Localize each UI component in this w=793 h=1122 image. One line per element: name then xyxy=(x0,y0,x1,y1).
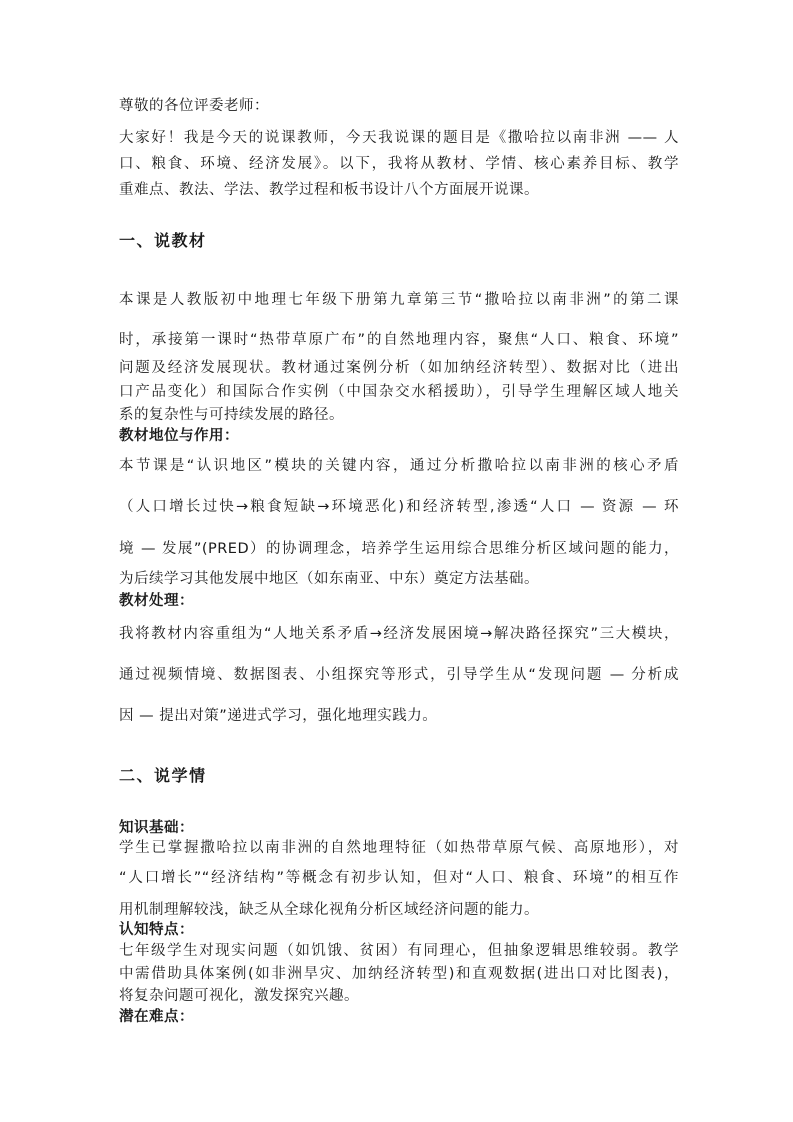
paragraph-line: 为后续学习其他发展中地区（如东南亚、中东）奠定方法基础。 xyxy=(119,571,539,587)
paragraph-line: 学生已掌握撒哈拉以南非洲的自然地理特征（如热带草原气候、高原地形），对 xyxy=(119,840,679,856)
subheading-difficulty: 潜在难点： xyxy=(119,1009,194,1025)
subheading-processing: 教材处理： xyxy=(119,593,194,609)
paragraph-line: 境 — 发展”(PRED）的协调理念，培养学生运用综合思维分析区域问题的能力， xyxy=(119,541,679,557)
paragraph-line: （人口增长过快→粮食短缺→环境恶化)和经济转型,渗透“人口 — 资源 — 环 xyxy=(119,499,679,515)
section-heading-textbook: 一、说教材 xyxy=(119,231,207,250)
intro-line: 重难点、教法、学法、教学过程和板书设计八个方面展开说课。 xyxy=(119,182,539,198)
paragraph-line: 因 — 提出对策”递进式学习，强化地理实践力。 xyxy=(119,708,438,724)
paragraph-line: 我将教材内容重组为“人地关系矛盾→经济发展困境→解决路径探究”三大模块， xyxy=(119,626,679,642)
paragraph-line: 将复杂问题可视化，激发探究兴趣。 xyxy=(119,988,359,1004)
paragraph-line: 本节课是“认识地区”模块的关键内容，通过分析撒哈拉以南非洲的核心矛盾 xyxy=(119,458,679,474)
subheading-knowledge: 知识基础： xyxy=(119,820,194,836)
intro-line: 口、粮食、环境、经济发展》。以下，我将从教材、学情、核心素养目标、教学 xyxy=(119,156,679,172)
paragraph-line: 时，承接第一课时“热带草原广布”的自然地理内容，聚焦“人口、粮食、环境” xyxy=(119,332,679,348)
paragraph-line: 本课是人教版初中地理七年级下册第九章第三节“撒哈拉以南非洲”的第二课 xyxy=(119,292,679,308)
paragraph-line: 问题及经济发展现状。教材通过案例分析（如加纳经济转型）、数据对比（进出 xyxy=(119,360,679,376)
greeting: 尊敬的各位评委老师： xyxy=(119,98,269,114)
subheading-cognitive: 认知特点： xyxy=(119,922,194,938)
paragraph-line: 中需借助具体案例(如非洲旱灾、加纳经济转型)和直观数据(进出口对比图表)， xyxy=(119,966,679,982)
paragraph-line: “人口增长”“经济结构”等概念有初步认知，但对“人口、粮食、环境”的相互作 xyxy=(119,870,679,886)
intro-line: 大家好！我是今天的说课教师，今天我说课的题目是《撒哈拉以南非洲 —— 人 xyxy=(119,130,679,146)
paragraph-line: 用机制理解较浅，缺乏从全球化视角分析区域经济问题的能力。 xyxy=(119,902,539,918)
paragraph-line: 口产品变化）和国际合作实例（中国杂交水稻援助），引导学生理解区域人地关 xyxy=(119,384,679,400)
paragraph-line: 系的复杂性与可持续发展的路径。 xyxy=(119,407,344,423)
paragraph-line: 七年级学生对现实问题（如饥饿、贫困）有同理心，但抽象逻辑思维较弱。教学 xyxy=(119,943,679,959)
section-heading-students: 二、说学情 xyxy=(119,766,207,785)
subheading-role: 教材地位与作用： xyxy=(119,428,239,444)
paragraph-line: 通过视频情境、数据图表、小组探究等形式，引导学生从“发现问题 — 分析成 xyxy=(119,667,679,683)
